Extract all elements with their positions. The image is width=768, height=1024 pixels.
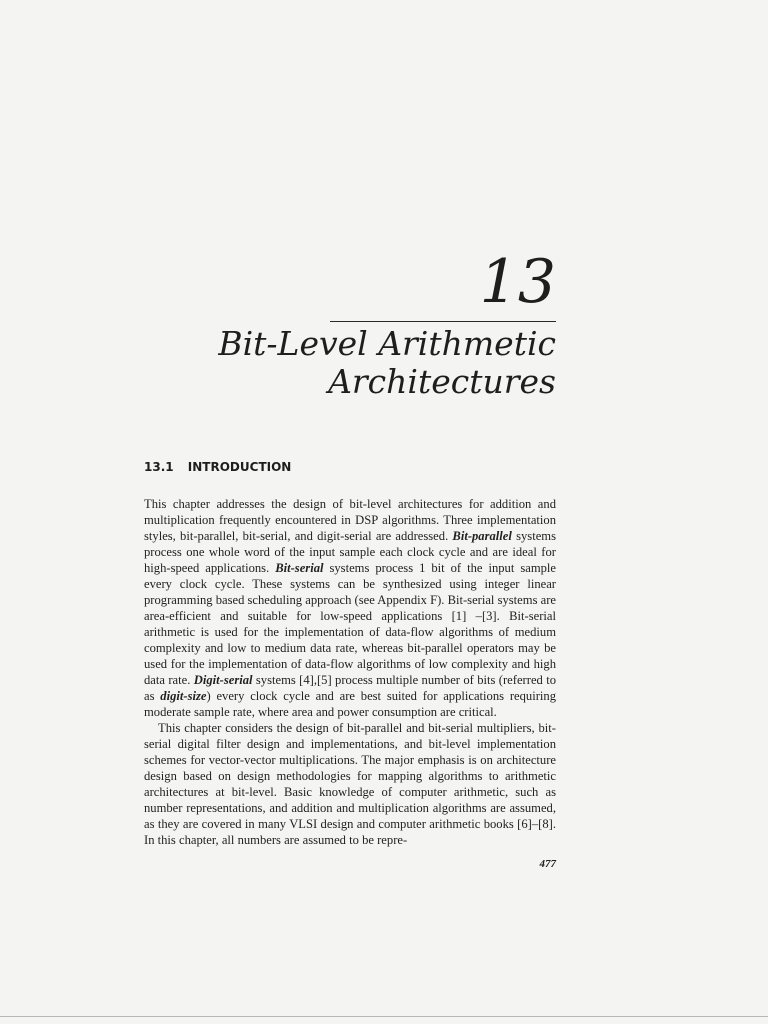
title-rule xyxy=(330,321,556,322)
emphasized-term: Bit-parallel xyxy=(452,529,512,543)
emphasized-term: Digit-serial xyxy=(193,673,253,687)
emphasized-term: digit-size xyxy=(160,689,207,703)
chapter-title xyxy=(190,325,556,401)
paragraph xyxy=(144,720,556,848)
page-bottom-rule xyxy=(0,1016,768,1017)
paragraph xyxy=(144,496,556,720)
text-run: systems [4],[5] process multiple number of bits (referred to as xyxy=(144,673,556,703)
page-number: 477 xyxy=(539,858,556,870)
chapter-number: 13 xyxy=(479,247,556,317)
text-run: This chapter considers the design of bit-parallel and bit-serial multipliers, bit-serial digital filter design and implementations, and bit-level implementation schemes for vector-vector multiplications. The major emphasis is on architecture design based on design methodologies for mapping algorithms to arithmetic architectures at bit-level. Basic knowledge of computer arithmetic, such as number representations, and addition and multiplication algorithms are assumed, as they are covered in many VLSI design and computer arithmetic books [6]–[8]. In this chapter, all numbers are assumed to be repre- xyxy=(144,721,556,847)
section-number: 13.1 xyxy=(144,460,174,474)
text-run: systems process 1 bit of the input sample every clock cycle. These systems can be synthesized using integer linear programming based scheduling approach (see Appendix F). Bit-serial systems are area-efficient and suitable for low-speed applications [1] –[3]. Bit-serial arithmetic is used for the implementation of data-flow algorithms of medium complexity and low to medium data rate, whereas bit-parallel operators may be used for the implementation of data-flow algorithms of low complexity and high data rate. xyxy=(144,561,556,687)
body-text xyxy=(144,496,556,848)
text-run: This chapter addresses the design of bit-level architectures for addition and multiplication frequently encountered in DSP algorithms. Three implementation styles, bit-parallel, bit-serial, and digit-serial are addressed. xyxy=(144,497,556,543)
text-run: systems process one whole word of the input sample each clock cycle and are ideal for high-speed applications. xyxy=(144,529,556,575)
text-run: ) every clock cycle and are best suited for applications requiring moderate sample rate, where area and power consumption are critical. xyxy=(144,689,556,719)
section-title: INTRODUCTION xyxy=(187,460,292,474)
chapter-title-line-2: Architectures xyxy=(328,362,556,401)
chapter-title-line-1: Bit-Level Arithmetic xyxy=(218,324,556,363)
section-heading xyxy=(144,460,291,474)
emphasized-term: Bit-serial xyxy=(275,561,324,575)
